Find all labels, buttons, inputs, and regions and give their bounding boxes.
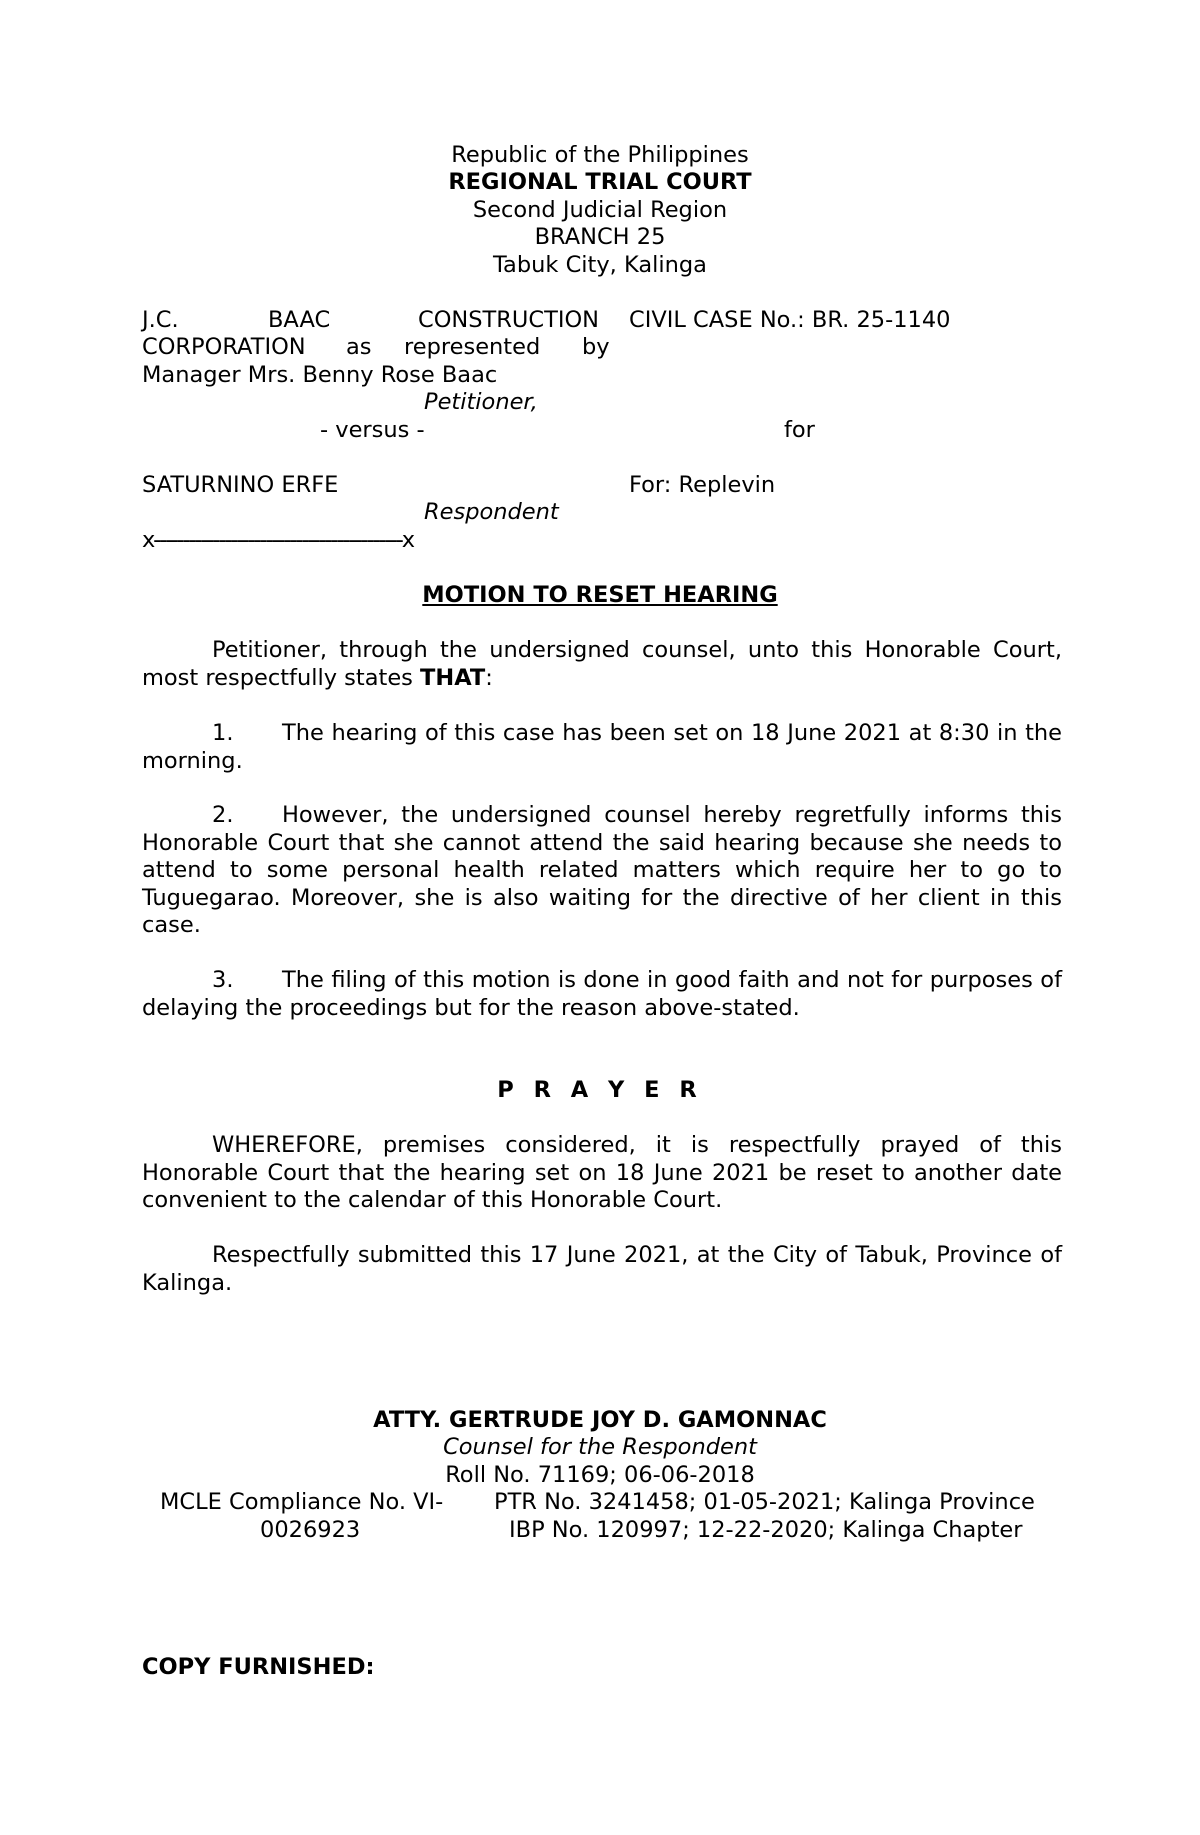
- petitioner-line2-a: CORPORATION: [142, 334, 306, 360]
- paragraph-1: [142, 720, 1062, 775]
- petitioner-line1-b: BAAC: [268, 307, 331, 333]
- for-action: For: Replevin: [629, 472, 776, 498]
- intro-that: THAT: [420, 664, 486, 691]
- petitioner-line1-c: CONSTRUCTION: [418, 307, 600, 333]
- petitioner-line2-c: represented: [404, 334, 541, 360]
- mcle-line2: 0026923: [260, 1517, 361, 1543]
- mcle-line1: MCLE Compliance No. VI-: [160, 1489, 444, 1515]
- intro-colon: :: [485, 664, 493, 691]
- paragraph-3-number: 3.: [212, 967, 234, 993]
- roll-number: Roll No. 71169; 06-06-2018: [445, 1462, 755, 1488]
- paragraph-2: [142, 802, 1062, 940]
- header-location: Tabuk City, Kalinga: [493, 252, 707, 278]
- for-word: for: [784, 417, 815, 443]
- signatory-role: Counsel for the Respondent: [443, 1434, 757, 1460]
- respondent-name: SATURNINO ERFE: [142, 472, 339, 498]
- header-region: Second Judicial Region: [472, 197, 728, 223]
- paragraph-1-text: The hearing of this case has been set on 18 June 2021 at 8:30 in the morning.: [142, 720, 1062, 774]
- intro-text: Petitioner, through the undersigned counsel, unto this Honorable Court, most respectfully states: [142, 637, 1062, 691]
- petitioner-line3: Manager Mrs. Benny Rose Baac: [142, 362, 498, 388]
- caption-separator: x------------------------------------------x: [142, 527, 413, 553]
- header-branch: BRANCH 25: [534, 224, 666, 250]
- prayer-heading: P R A Y E R: [497, 1077, 703, 1103]
- ptr-number: PTR No. 3241458; 01-05-2021; Kalinga Province: [494, 1489, 1035, 1515]
- prayer-submitted: Respectfully submitted this 17 June 2021, at the City of Tabuk, Province of Kalinga.: [142, 1242, 1062, 1296]
- ibp-number: IBP No. 120997; 12-22-2020; Kalinga Chapter: [509, 1517, 1023, 1543]
- paragraph-2-text: However, the undersigned counsel hereby regretfully informs this Honorable Court that she cannot attend the said hearing because she needs to attend to some personal health related matters which require her to go to Tuguegarao. Moreover, she is also waiting for the directive of her client in this case.: [142, 802, 1062, 938]
- petitioner-role: Petitioner,: [424, 389, 538, 415]
- petitioner-line1-a: J.C.: [142, 307, 179, 333]
- intro-paragraph: [142, 637, 1062, 692]
- document-title: MOTION TO RESET HEARING: [422, 582, 778, 608]
- paragraph-3-text: The filing of this motion is done in good faith and not for purposes of delaying the proceedings but for the reason above-stated.: [142, 967, 1062, 1021]
- petitioner-line2-d: by: [582, 334, 610, 360]
- respondent-role: Respondent: [424, 499, 559, 525]
- paragraph-2-number: 2.: [212, 802, 234, 828]
- case-number: CIVIL CASE No.: BR. 25-1140: [629, 307, 951, 333]
- copy-furnished-label: COPY FURNISHED:: [142, 1654, 375, 1680]
- header-republic: Republic of the Philippines: [451, 142, 749, 168]
- paragraph-3: [142, 967, 1062, 1022]
- header-court: REGIONAL TRIAL COURT: [448, 169, 752, 195]
- petitioner-line2-b: as: [346, 334, 372, 360]
- paragraph-1-number: 1.: [212, 720, 234, 746]
- versus-label: - versus -: [320, 417, 425, 443]
- signatory-name: ATTY. GERTRUDE JOY D. GAMONNAC: [373, 1407, 827, 1433]
- prayer-wherefore: WHEREFORE, premises considered, it is respectfully prayed of this Honorable Court that the hearing set on 18 June 2021 be reset to another date convenient to the calendar of this Honorable Court.: [142, 1132, 1062, 1213]
